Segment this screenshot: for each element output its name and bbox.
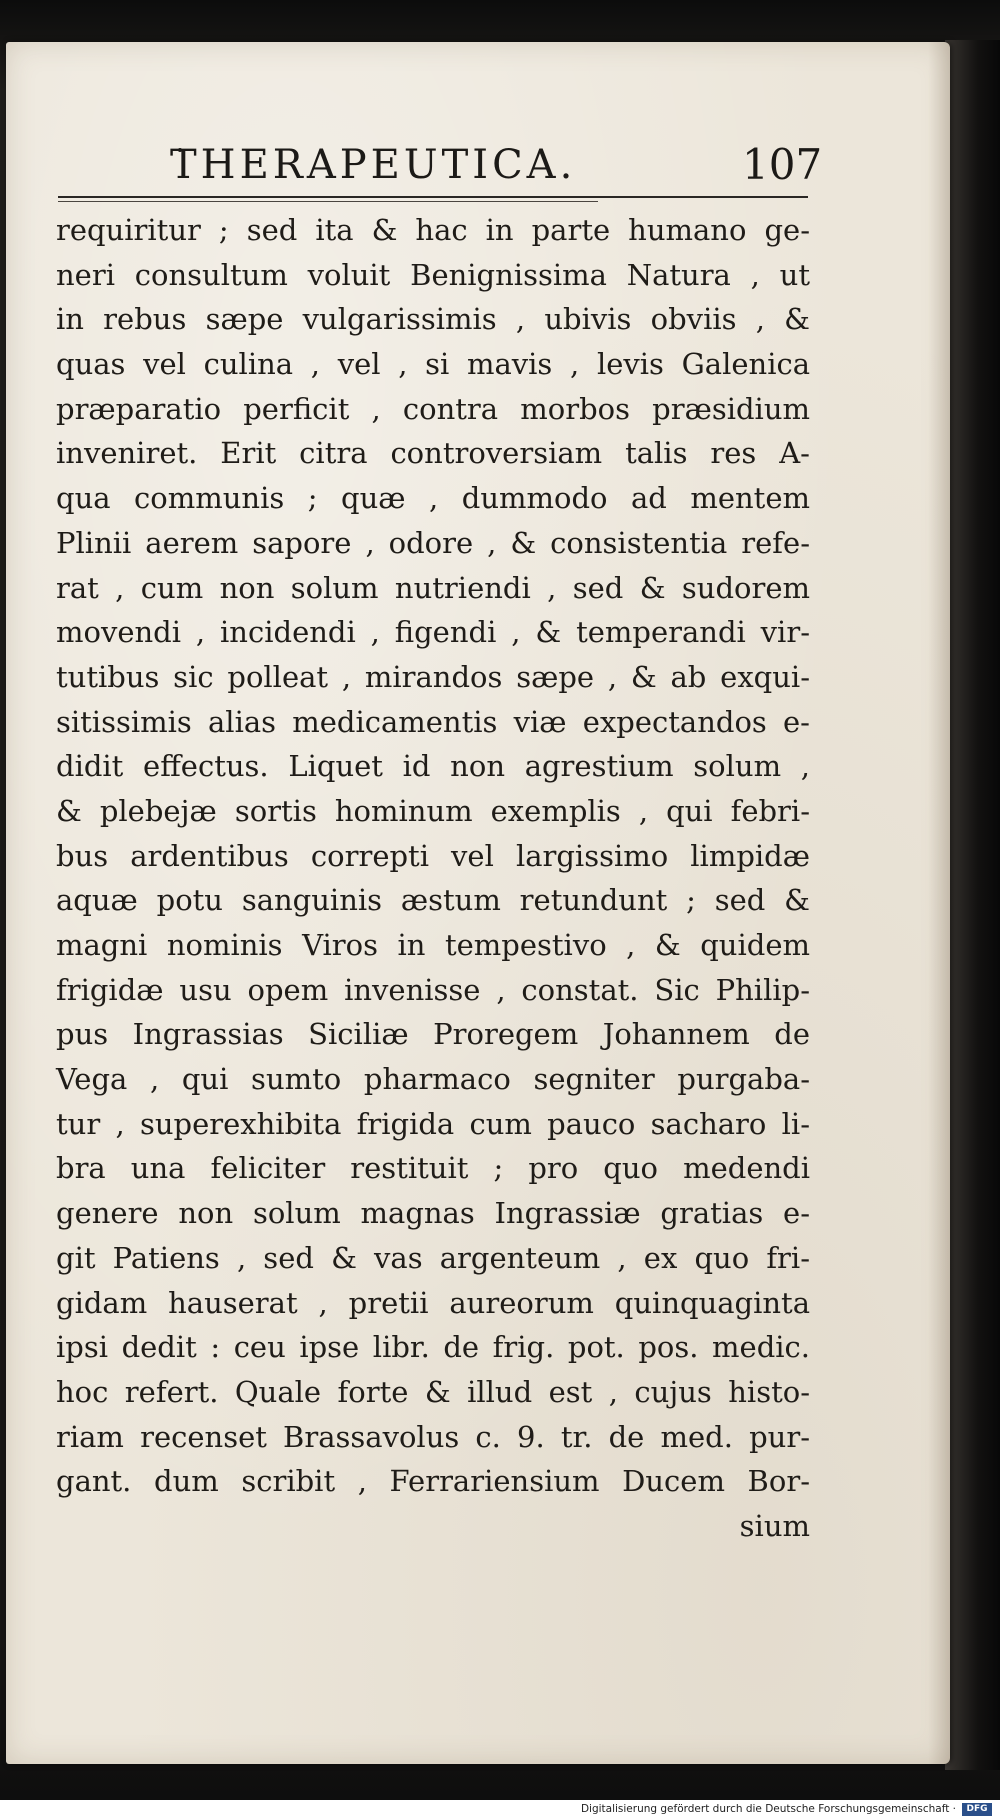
body-text <box>56 208 810 1549</box>
page-number: 107 <box>742 140 823 189</box>
text-line: gant. dum scribit , Ferrariensium Ducem Bor- <box>56 1464 810 1499</box>
text-line: genere non solum magnas Ingrassiæ gratias e- <box>56 1196 810 1231</box>
text-line: magni nominis Viros in tempestivo , & quidem <box>56 928 810 962</box>
text-line: Plinii aerem sapore , odore , & consistentia refe- <box>56 525 810 560</box>
text-line: git Patiens , sed & vas argenteum , ex quo fri- <box>56 1240 810 1275</box>
funding-credit: Digitalisierung gefördert durch die Deutsche Forschungsgemeinschaft · <box>580 1803 956 1815</box>
text-line: aquæ potu sanguinis æstum retundunt ; sed & <box>56 883 810 918</box>
text-line: in rebus sæpe vulgarissimis , ubivis obviis , & <box>56 302 810 337</box>
text-line: bus ardentibus correpti vel largissimo limpidæ <box>56 838 810 873</box>
text-line: tur , superexhibita frigida cum pauco sacharo li- <box>56 1106 810 1141</box>
text-line: rat , cum non solum nutriendi , sed & sudorem <box>56 570 810 605</box>
text-line: frigidæ usu opem invenisse , constat. Sic Philip- <box>56 972 810 1007</box>
text-line: pus Ingrassias Siciliæ Proregem Johannem de <box>56 1017 810 1052</box>
text-line: gidam hauserat , pretii aureorum quinquaginta <box>56 1285 810 1320</box>
text-line: movendi , incidendi , figendi , & temperandi vir- <box>56 615 810 650</box>
text-line: hoc refert. Quale forte & illud est , cujus histo- <box>56 1374 810 1409</box>
text-line: requiritur ; sed ita & hac in parte humano ge- <box>56 213 810 247</box>
dfg-logo: DFG <box>962 1803 992 1816</box>
text-line: didit effectus. Liquet id non agrestium solum , <box>56 749 810 784</box>
text-line: ipsi dedit : ceu ipse libr. de frig. pot. pos. medic. <box>56 1330 810 1365</box>
text-line: inveniret. Erit citra controversiam talis res A- <box>56 436 810 471</box>
running-title: THERAPEUTICA. <box>170 142 577 188</box>
digitization-footer <box>0 1800 1000 1820</box>
text-line: riam recenset Brassavolus c. 9. tr. de med. pur- <box>56 1419 810 1454</box>
text-line: neri consultum voluit Benignissima Natura , ut <box>56 257 810 292</box>
text-line: quas vel culina , vel , si mavis , levis Galenica <box>56 347 810 382</box>
text-line: tutibus sic polleat , mirandos sæpe , & ab exqui- <box>56 659 810 694</box>
text-line: bra una feliciter restituit ; pro quo medendi <box>56 1151 810 1186</box>
text-line: sitissimis alias medicamentis viæ expectandos e- <box>56 704 810 739</box>
book-spine-shadow <box>945 40 1000 1770</box>
header-rule <box>58 196 808 198</box>
text-line: qua communis ; quæ , dummodo ad mentem <box>56 481 810 516</box>
text-line: Vega , qui sumto pharmaco segniter purgaba- <box>56 1062 810 1097</box>
text-line: & plebejæ sortis hominum exemplis , qui febri- <box>56 793 810 828</box>
header-rule-secondary <box>58 201 598 202</box>
catchword: sium <box>739 1508 810 1543</box>
text-line: præparatio perficit , contra morbos præsidium <box>56 391 810 426</box>
